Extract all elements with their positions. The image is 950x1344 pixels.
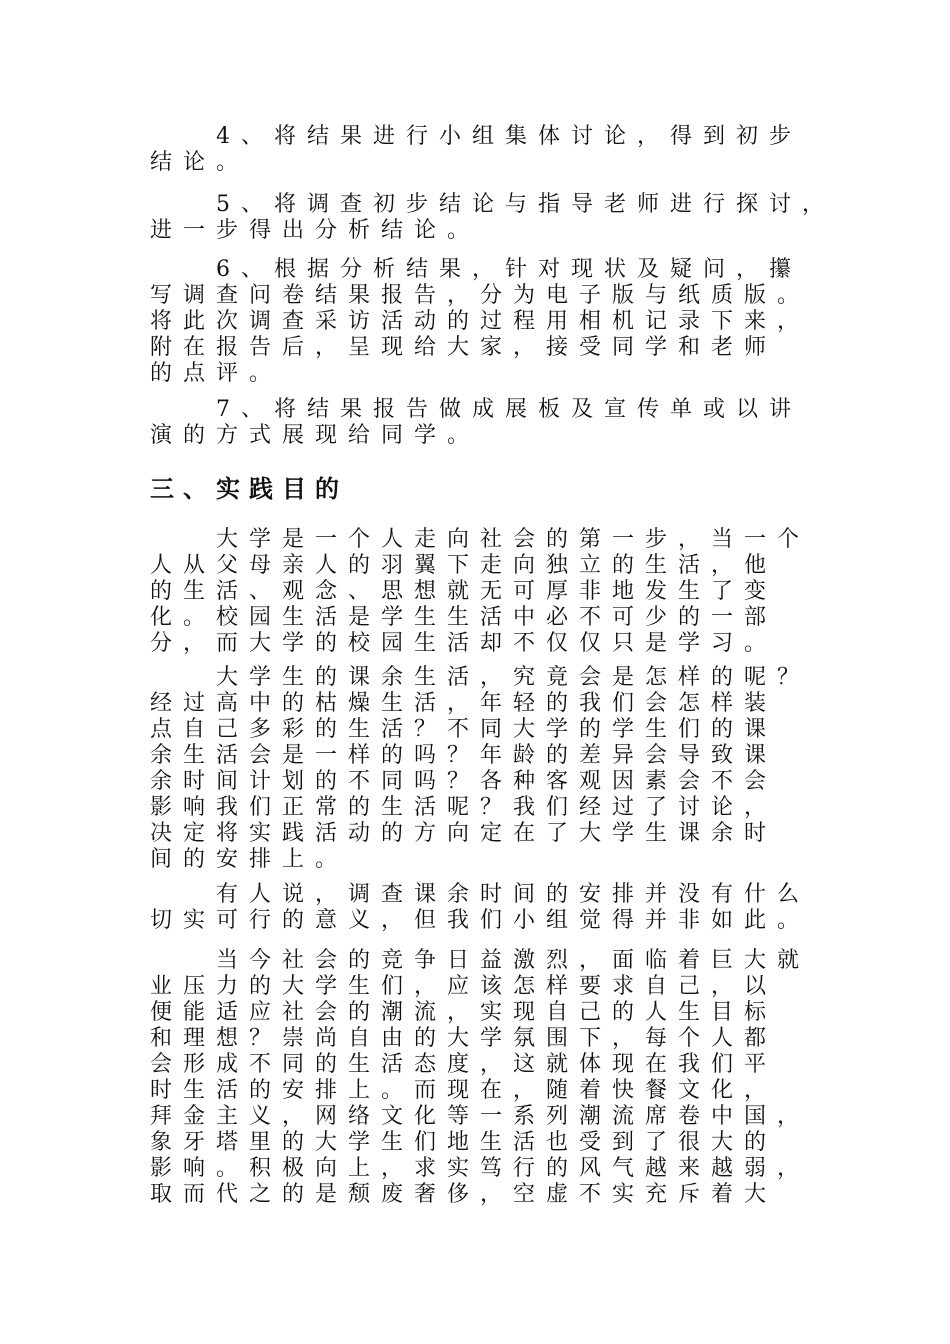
text-line: 取而代之的是颓废奢侈，空虚不实充斥着大 xyxy=(150,1182,778,1207)
text-line: 影响。积极向上，求实笃行的风气越来越弱， xyxy=(150,1156,811,1181)
text-line: 点自己多彩的生活？不同大学的学生们的课 xyxy=(150,717,778,742)
text-line: 间的安排上。 xyxy=(150,847,349,872)
text-line: 时生活的安排上。而现在，随着快餐文化， xyxy=(150,1078,778,1103)
text-line: 的点评。 xyxy=(150,361,283,386)
text-line: 演的方式展现给同学。 xyxy=(150,423,481,448)
text-line: 人从父母亲人的羽翼下走向独立的生活，他 xyxy=(150,553,778,578)
paragraph-step-6 xyxy=(150,257,811,387)
text-line: 影响我们正常的生活呢？我们经过了讨论， xyxy=(150,795,778,820)
text-line: 5、将调查初步结论与指导老师进行探讨， xyxy=(150,192,835,217)
text-line: 切实可行的意义，但我们小组觉得并非如此。 xyxy=(150,908,811,933)
text-line: 有人说，调查课余时间的安排并没有什么 xyxy=(150,882,811,907)
text-line: 6、根据分析结果，针对现状及疑问，攥 xyxy=(150,257,802,282)
paragraph-step-5 xyxy=(150,192,835,244)
paragraph-step-7 xyxy=(150,397,800,449)
text-line: 象牙塔里的大学生们地生活也受到了很大的 xyxy=(150,1130,778,1155)
text-line: 便能适应社会的潮流，实现自己的人生目标 xyxy=(150,1000,778,1025)
text-line: 业压力的大学生们，应该怎样要求自己，以 xyxy=(150,974,778,999)
text-line: 结论。 xyxy=(150,150,250,175)
text-line: 决定将实践活动的方向定在了大学生课余时 xyxy=(150,821,778,846)
text-line: 经过高中的枯燥生活，年轻的我们会怎样装 xyxy=(150,691,778,716)
text-line: 大学是一个人走向社会的第一步，当一个 xyxy=(150,527,811,552)
text-line: 化。校园生活是学生生活中必不可少的一部 xyxy=(150,605,778,630)
text-line: 和理想？崇尚自由的大学氛围下，每个人都 xyxy=(150,1026,778,1051)
text-line: 拜金主义，网络文化等一系列潮流席卷中国， xyxy=(150,1104,811,1129)
text-line: 写调查问卷结果报告，分为电子版与纸质版。 xyxy=(150,283,811,308)
text-line: 会形成不同的生活态度，这就体现在我们平 xyxy=(150,1052,778,1077)
paragraph-purpose-4 xyxy=(150,948,811,1208)
text-line: 将此次调查采访活动的过程用相机记录下来， xyxy=(150,309,811,334)
text-line: 的生活、观念、思想就无可厚非地发生了变 xyxy=(150,579,778,604)
paragraph-purpose-1 xyxy=(150,527,811,657)
paragraph-step-4 xyxy=(150,124,800,176)
section-heading: 三、实践目的 xyxy=(150,475,348,503)
text-line: 大学生的课余生活，究竟会是怎样的呢？ xyxy=(150,665,811,690)
text-line: 余时间计划的不同吗？各种客观因素会不会 xyxy=(150,769,778,794)
text-line: 余生活会是一样的吗？年龄的差异会导致课 xyxy=(150,743,778,768)
text-line: 7、将结果报告做成展板及宣传单或以讲 xyxy=(150,397,802,422)
text-line: 4、将结果进行小组集体讨论，得到初步 xyxy=(150,124,802,149)
text-line: 进一步得出分析结论。 xyxy=(150,218,481,243)
paragraph-purpose-2 xyxy=(150,665,811,873)
text-line: 当今社会的竞争日益激烈，面临着巨大就 xyxy=(150,948,811,973)
paragraph-purpose-3 xyxy=(150,882,811,934)
text-line: 分，而大学的校园生活却不仅仅只是学习。 xyxy=(150,631,778,656)
text-line: 附在报告后，呈现给大家，接受同学和老师 xyxy=(150,335,778,360)
